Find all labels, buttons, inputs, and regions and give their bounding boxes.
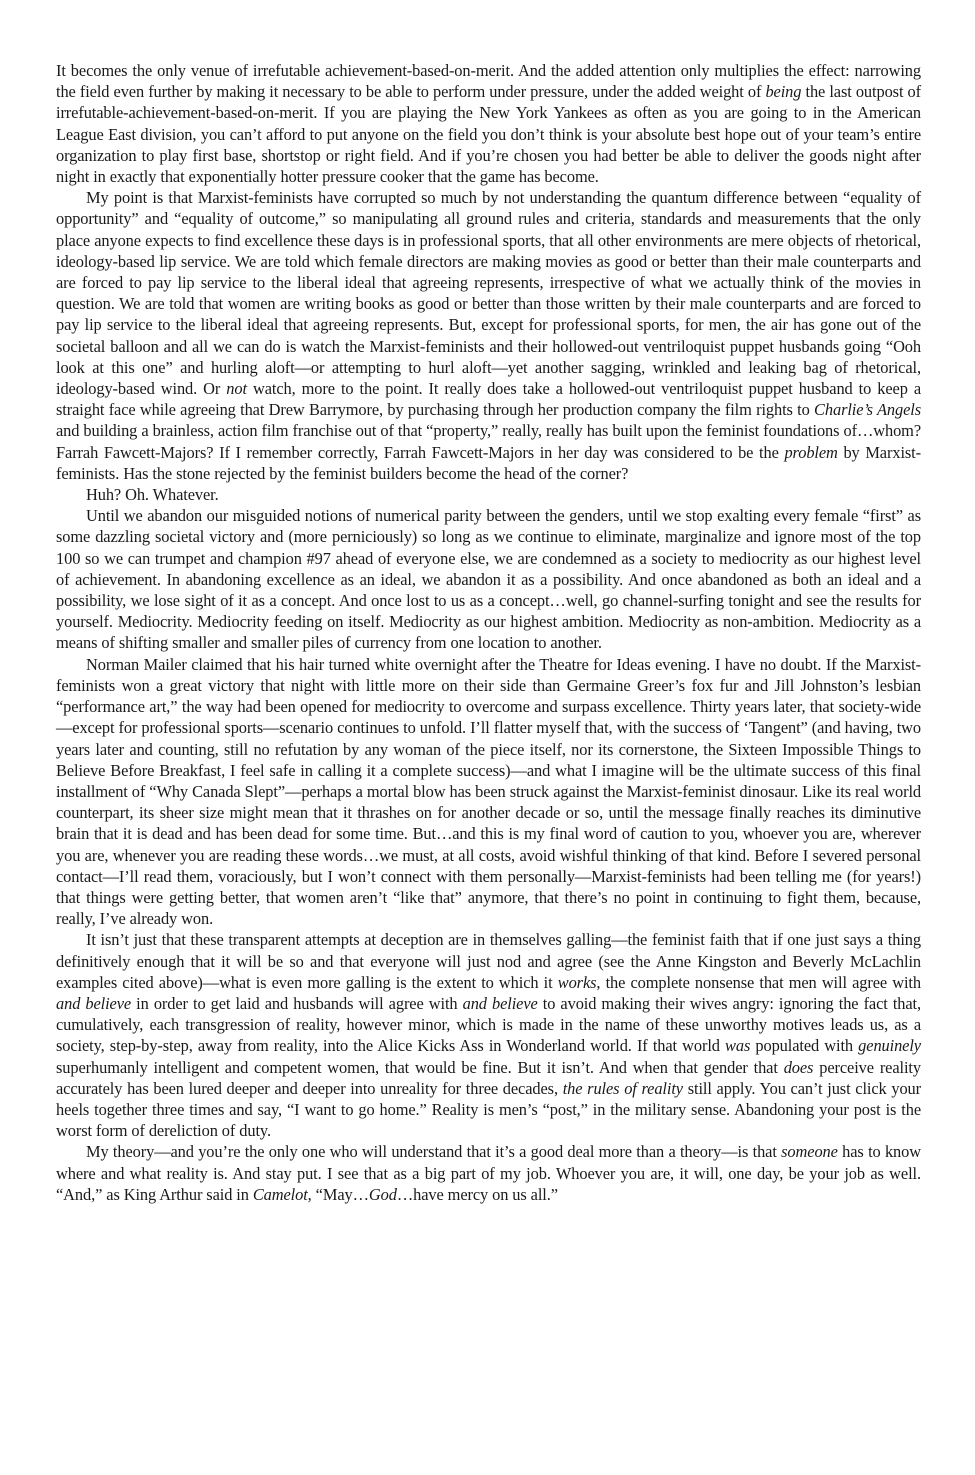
italic-text: someone <box>781 1142 838 1162</box>
text-run: My point is that Marxist-feminists have corrupted so much by not understanding the quantum difference between “equality of opportunity” and “equality of outcome,” so manipulating all ground rules and criteria, standards and measurements that the only place anyone expects to find excellence these days is in professional sports, that all other environments are mere objects of rhetorical, ideology-based lip service. We are told which female directors are making movies as good or better than their male counterparts and are forced to pay lip service to the liberal ideal that agreeing represents, irrespective of what we actually think of the movies in question. We are told that women are writing books as good or better than those written by their male counterparts and are forced to pay lip service to the liberal ideal that agreeing represents. But, except for professional sports, for men, the air has gone out of the societal balloon and all we can do is watch the Marxist-feminists and their hollowed-out ventriloquist puppet husbands going “Ooh look at this one” and hurling aloft—or attempting to hurl aloft—yet another sagging, wrinkled and leaking bag of rhetorical, ideology-based wind. Or <box>56 188 921 399</box>
paragraph <box>56 60 921 187</box>
text-run: Norman Mailer claimed that his hair turned white overnight after the Theatre for Ideas evening. I have no doubt. If the Marxist-feminists won a great victory that night with little more on their side than Germaine Greer’s fox fur and Jill Johnston’s lesbian “performance art,” the way had been opened for mediocrity to overcome and surpass excellence. Thirty years later, that society-wide—except for professional sports—scenario continues to unfold. I’ll flatter myself that, with the success of ‘Tangent” (and having, two years later and counting, still no refutation by any woman of the piece itself, nor its cornerstone, the Sixteen Impossible Things to Believe Before Breakfast, I feel safe in calling it a complete success)—and what I imagine will be the ultimate success of this final installment of “Why Canada Slept”—perhaps a mortal blow has been struck against the Marxist-feminist dinosaur. Like its real world counterpart, its sheer size might mean that it thrashes on for another decade or so, until the message finally reaches its diminutive brain that it is dead and has been dead for some time. But…and this is my final word of caution to you, whoever you are, wherever you are, whenever you are reading these words…we must, at all costs, avoid wishful thinking of that kind. Before I severed personal contact—I’ll read them, voraciously, but I won’t connect with them personally—Marxist-feminists had been telling me (for years!) that things were getting better, that women aren’t “like that” anymore, that there’s no point in continuing to fight them, because, really, I’ve already won. <box>56 654 921 929</box>
text-run: Until we abandon our misguided notions of numerical parity between the genders, until we stop exalting every female “first” as some dazzling societal victory and (more perniciously) so long as we continue to eliminate, marginalize and ignore most of the top 100 so we can trumpet and champion #97 ahead of everyone else, we are condemned as a society to mediocrity as our highest level of achievement. In abandoning excellence as an ideal, we abandon it as a possibility. And once abandoned as both an ideal and a possibility, we lose sight of it as a concept. And once lost to us as a concept…well, go channel-surfing tonight and see the results for yourself. Mediocrity. Mediocrity feeding on itself. Mediocrity as our highest ambition. Mediocrity as non-ambition. Mediocrity as a means of shifting smaller and smaller piles of currency from one location to another. <box>56 506 921 653</box>
text-run: by Marxist-feminists. Has the stone rejected by the feminist builders become the head of the corner? <box>56 442 921 483</box>
paragraph <box>56 654 921 930</box>
text-run: It isn’t just that these transparent attempts at deception are in themselves galling—the feminist faith that if one just says a thing definitively enough that it will be so and that everyone will just nod and agree (see the Anne Kingston and Beverly McLachlin examples cited above)—what is even more galling is the extent to which it <box>56 930 921 992</box>
italic-text: being <box>765 82 802 102</box>
text-run: and building a brainless, action film franchise out of that “property,” really, really has built upon the feminist foundations of…whom? Farrah Fawcett-Majors? If I remember correctly, Farrah Fawcett-Majors in her day was considered to be the <box>56 421 921 462</box>
italic-text: and believe <box>56 993 132 1013</box>
italic-text: was <box>725 1036 751 1056</box>
text-run: “May… <box>311 1184 369 1204</box>
paragraph <box>56 1141 921 1205</box>
text-run: It becomes the only venue of irrefutable achievement-based-on-merit. And the added attention only multiplies the effect: narrowing the field even further by making it necessary to be able to perform under pressure, under the added weight of <box>56 61 921 102</box>
italic-text: and believe <box>462 993 538 1013</box>
text-run: in order to get laid and husbands will agree with <box>131 993 463 1013</box>
italic-text: Charlie’s Angels <box>814 400 921 420</box>
italic-text: does <box>783 1057 814 1077</box>
paragraph <box>56 929 921 1141</box>
text-run: perceive reality accurately has been lured deeper and deeper into unreality for three decades, <box>56 1057 921 1098</box>
body-text <box>56 60 921 1205</box>
text-run: , the complete nonsense that men will agree with <box>596 972 921 992</box>
italic-text: God <box>368 1184 397 1204</box>
text-run: the last outpost of irrefutable-achievement-based-on-merit. If you are playing the New York Yankees as often as you are going to in the American League East division, you can’t afford to put anyone on the field you don’t think is your absolute best hope out of your team’s entire organization to play first base, shortstop or right field. And if you’re chosen you had better be able to deliver the goods night after night in exactly that exponentially hotter pressure cooker that the game has become. <box>56 82 921 187</box>
text-run: to avoid making their wives angry: ignoring the fact that, cumulatively, each transgression of reality, however minor, which is made in the name of these unworthy motives leads us, as a society, step-by-step, away from reality, into the Alice Kicks Ass in Wonderland world. If that world <box>56 993 921 1056</box>
text-run: Huh? Oh. Whatever. <box>86 485 219 505</box>
italic-text: problem <box>784 442 838 462</box>
text-run: populated with <box>750 1036 859 1056</box>
text-run: My theory—and you’re the only one who will understand that it’s a good deal more than a theory—is that <box>86 1142 782 1162</box>
paragraph <box>56 187 921 484</box>
paragraph <box>56 484 921 505</box>
text-run: watch, more to the point. It really does take a hollowed-out ventriloquist puppet husband to keep a straight face while agreeing that Drew Barrymore, by purchasing through her production company the film rights to <box>56 379 921 420</box>
italic-text: Camelot, <box>252 1184 312 1204</box>
italic-text: not <box>226 379 247 399</box>
italic-text: genuinely <box>858 1036 921 1056</box>
text-run: superhumanly intelligent and competent women, that would be fine. But it isn’t. And when that gender that <box>56 1057 784 1077</box>
italic-text: works <box>557 972 597 992</box>
text-run: still apply. You can’t just click your heels together three times and say, “I want to go home.” Reality is men’s “post,” in the military sense. Abandoning your post is the worst form of dereliction of duty. <box>56 1078 922 1141</box>
text-run: …have mercy on us all.” <box>396 1184 558 1204</box>
italic-text: the rules of reality <box>562 1078 683 1098</box>
text-run: has to know where and what reality is. And stay put. I see that as a big part of my job. Whoever you are, it will, one day, be your job as well. “And,” as King Arthur said in <box>56 1142 921 1204</box>
paragraph <box>56 505 921 653</box>
